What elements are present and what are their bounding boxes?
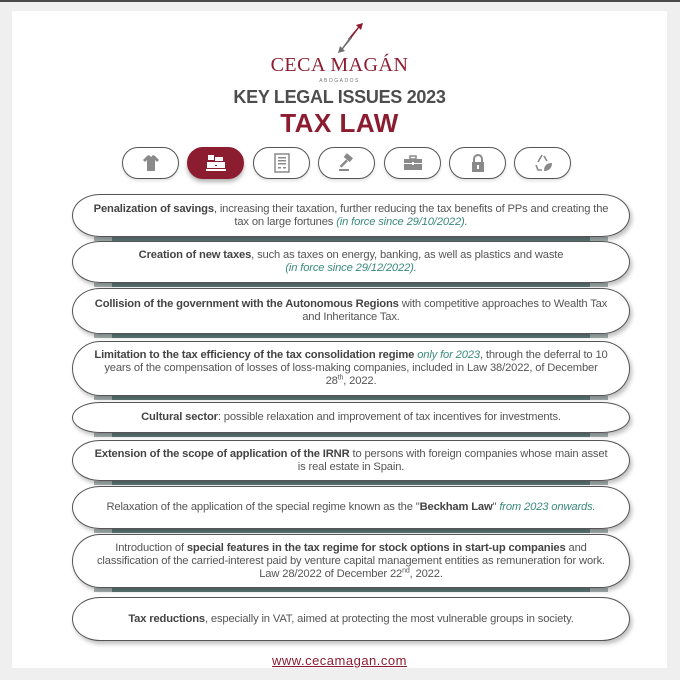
list-item bbox=[72, 288, 630, 334]
list-item bbox=[72, 194, 630, 237]
shirt-icon bbox=[142, 154, 160, 172]
card-autonomous-regions: Collision of the government with the Autonomous Regions with competitive approaches to Wealth Tax and Inheritance Tax. bbox=[72, 288, 630, 334]
category-tab-tax[interactable] bbox=[187, 147, 244, 179]
category-tab-employment[interactable] bbox=[122, 147, 179, 179]
category-tab-litigation[interactable] bbox=[318, 147, 375, 179]
brand-name: CECA MAGÁN bbox=[270, 54, 409, 76]
briefcase-icon bbox=[403, 155, 423, 171]
category-tab-data-protection[interactable] bbox=[449, 147, 506, 179]
card-shadow-strip bbox=[112, 334, 590, 338]
logo-arrows-icon bbox=[336, 21, 366, 55]
category-tab-environment[interactable] bbox=[514, 147, 571, 179]
list-item bbox=[72, 486, 630, 529]
brand-subtitle: ABOGADOS bbox=[319, 78, 360, 84]
card-shadow-strip bbox=[112, 529, 590, 533]
card-shadow-strip bbox=[112, 433, 590, 437]
website-link[interactable]: www.cecamagan.com bbox=[272, 653, 407, 668]
card-shadow-strip bbox=[112, 396, 590, 400]
lock-icon bbox=[470, 153, 486, 173]
card-shadow-strip bbox=[112, 283, 590, 287]
page-heading: KEY LEGAL ISSUES 2023 bbox=[233, 87, 446, 107]
category-tab-corporate[interactable] bbox=[384, 147, 441, 179]
gavel-icon bbox=[337, 153, 357, 173]
list-item bbox=[72, 597, 630, 641]
list-item bbox=[72, 440, 630, 481]
document-icon bbox=[274, 153, 290, 173]
card-shadow-strip bbox=[112, 481, 590, 485]
recycle-leaf-icon bbox=[533, 153, 553, 173]
card-new-taxes: Creation of new taxes, such as taxes on energy, banking, as well as plastics and waste (in force since 29/12/2022). bbox=[72, 241, 630, 283]
card-cultural-sector: Cultural sector: possible relaxation and improvement of tax incentives for investments. bbox=[72, 402, 630, 433]
card-tax-reductions: Tax reductions, especially in VAT, aimed at protecting the most vulnerable groups in society. bbox=[72, 597, 630, 641]
page-title: TAX LAW bbox=[280, 108, 399, 138]
card-savings-penalization: Penalization of savings, increasing their taxation, further reducing the tax benefits of PPs and creating the tax on large fortunes (in force since 29/10/2022). bbox=[72, 194, 630, 237]
infographic-page bbox=[12, 11, 667, 668]
list-item bbox=[72, 402, 630, 433]
card-stock-options: Introduction of special features in the tax regime for stock options in start-up companies and classification of the carried-interest paid by venture capital management entities as remuneration for work. Law 28/2022 of December 22nd, 2022. bbox=[72, 534, 630, 588]
list-item bbox=[72, 341, 630, 396]
cash-register-icon bbox=[205, 154, 227, 172]
brand-logo bbox=[12, 17, 667, 87]
list-item bbox=[72, 241, 630, 283]
card-tax-consolidation: Limitation to the tax efficiency of the tax consolidation regime only for 2023, through the deferral to 10 years of the compensation of losses of loss-making companies, included in Law 38/2022, of December 28th, 2022. bbox=[72, 341, 630, 396]
card-shadow-strip bbox=[112, 588, 590, 592]
category-tab-contracts[interactable] bbox=[253, 147, 310, 179]
card-irnr-extension: Extension of the scope of application of the IRNR to persons with foreign companies whose main asset is real estate in Spain. bbox=[72, 440, 630, 481]
top-border bbox=[0, 0, 680, 2]
card-beckham-law: Relaxation of the application of the special regime known as the "Beckham Law" from 2023 onwards. bbox=[72, 486, 630, 529]
list-item bbox=[72, 534, 630, 588]
